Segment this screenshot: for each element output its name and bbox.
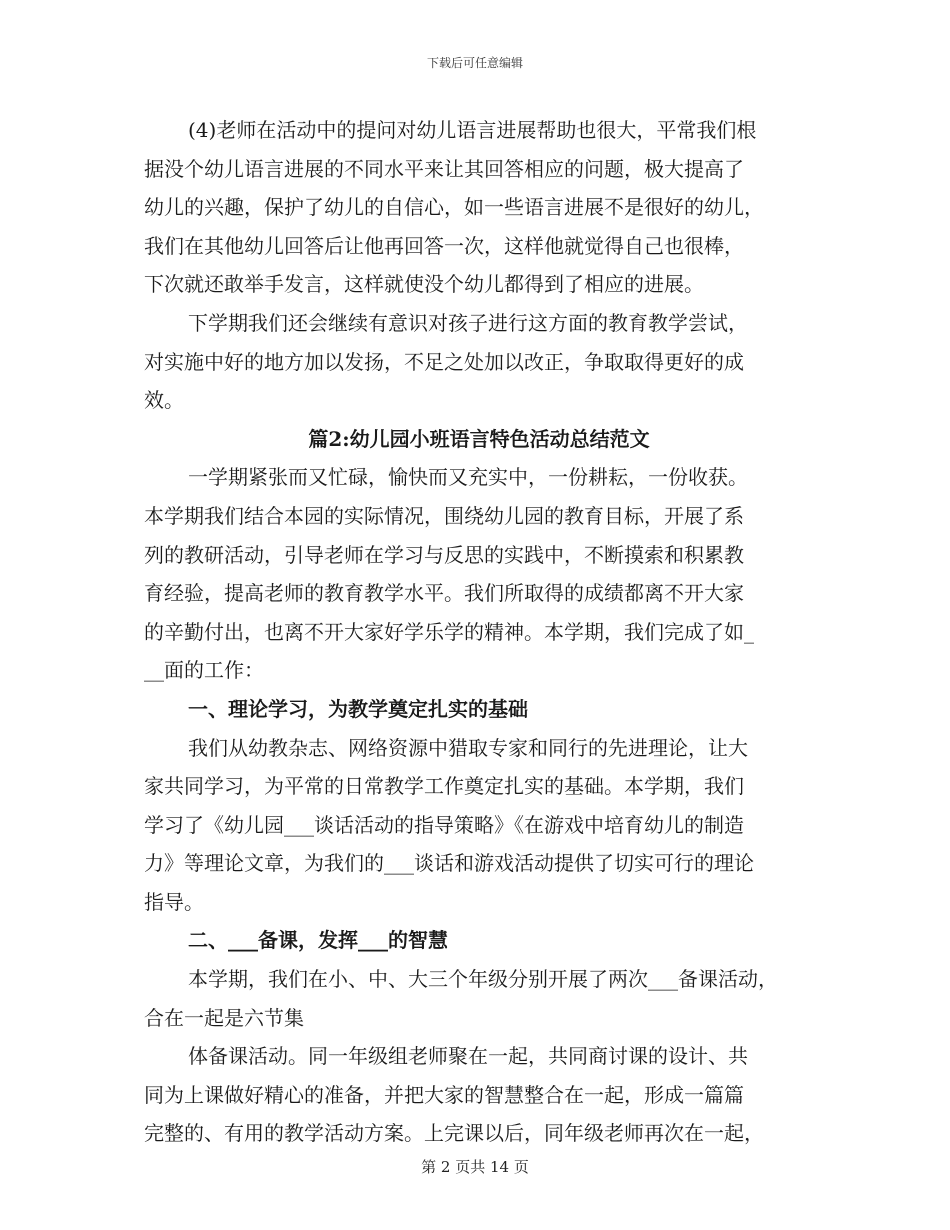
paragraph-line: 本学期我们结合本园的实际情况，围绕幼儿园的教育目标，开展了系	[144, 503, 744, 528]
paragraph-line: 家共同学习，为平常的日常教学工作奠定扎实的基础。本学期，我们	[144, 774, 744, 799]
paragraph-line: 育经验，提高老师的教育教学水平。我们所取得的成绩都离不开大家	[144, 581, 744, 606]
paragraph-line: 据没个幼儿语言进展的不同水平来让其回答相应的问题，极大提高了	[144, 156, 744, 181]
paragraph-line: 体备课活动。同一年级组老师聚在一起，共同商讨课的设计、共	[188, 1044, 748, 1069]
paragraph-line: 力》等理论文章，为我们的___谈话和游戏活动提供了切实可行的理论	[144, 851, 754, 876]
paragraph-line: 学习了《幼儿园___谈话活动的指导策略》《在游戏中培育幼儿的制造	[144, 812, 744, 837]
paragraph-line: 合在一起是六节集	[144, 1005, 304, 1030]
paragraph-line: 指导。	[144, 889, 204, 914]
paragraph-line: 下次就还敢举手发言，这样就使没个幼儿都得到了相应的进展。	[144, 272, 704, 297]
subsection-heading: 二、___备课，发挥___的智慧	[188, 928, 448, 953]
page-header: 下载后可任意编辑	[426, 56, 523, 70]
page-footer: 第 2 页共 14 页	[421, 1158, 529, 1176]
paragraph-line: 同为上课做好精心的准备，并把大家的智慧整合在一起，形成一篇篇	[144, 1082, 744, 1107]
paragraph-line: 的辛勤付出，也离不开大家好学乐学的精神。本学期，我们完成了如_	[144, 619, 754, 644]
document-body	[144, 111, 814, 1153]
paragraph-line: __面的工作：	[144, 658, 264, 683]
paragraph-line: 一学期紧张而又忙碌，愉快而又充实中，一份耕耘，一份收获。	[188, 465, 748, 490]
paragraph-line: 我们在其他幼儿回答后让他再回答一次，这样他就觉得自己也很棒，	[144, 233, 744, 258]
paragraph-line: 列的教研活动，引导老师在学习与反思的实践中，不断摸索和积累教	[144, 542, 744, 567]
section-title: 篇2:幼儿园小班语言特色活动总结范文	[308, 426, 650, 451]
paragraph-line: 效。	[144, 388, 184, 413]
paragraph-line: (4)老师在活动中的提问对幼儿语言进展帮助也很大，平常我们根	[188, 118, 757, 142]
subsection-heading: 一、理论学习，为教学奠定扎实的基础	[188, 696, 528, 721]
paragraph-line: 下学期我们还会继续有意识对孩子进行这方面的教育教学尝试，	[188, 310, 748, 335]
paragraph-line: 我们从幼教杂志、网络资源中猎取专家和同行的先进理论，让大	[188, 735, 748, 760]
paragraph-line: 完整的、有用的教学活动方案。上完课以后，同年级老师再次在一起，	[144, 1121, 764, 1146]
paragraph-line: 本学期，我们在小、中、大三个年级分别开展了两次___备课活动，	[188, 967, 778, 992]
paragraph-line: 对实施中好的地方加以发扬，不足之处加以改正，争取取得更好的成	[144, 349, 744, 374]
paragraph-line: 幼儿的兴趣，保护了幼儿的自信心，如一些语言进展不是很好的幼儿，	[144, 195, 764, 220]
